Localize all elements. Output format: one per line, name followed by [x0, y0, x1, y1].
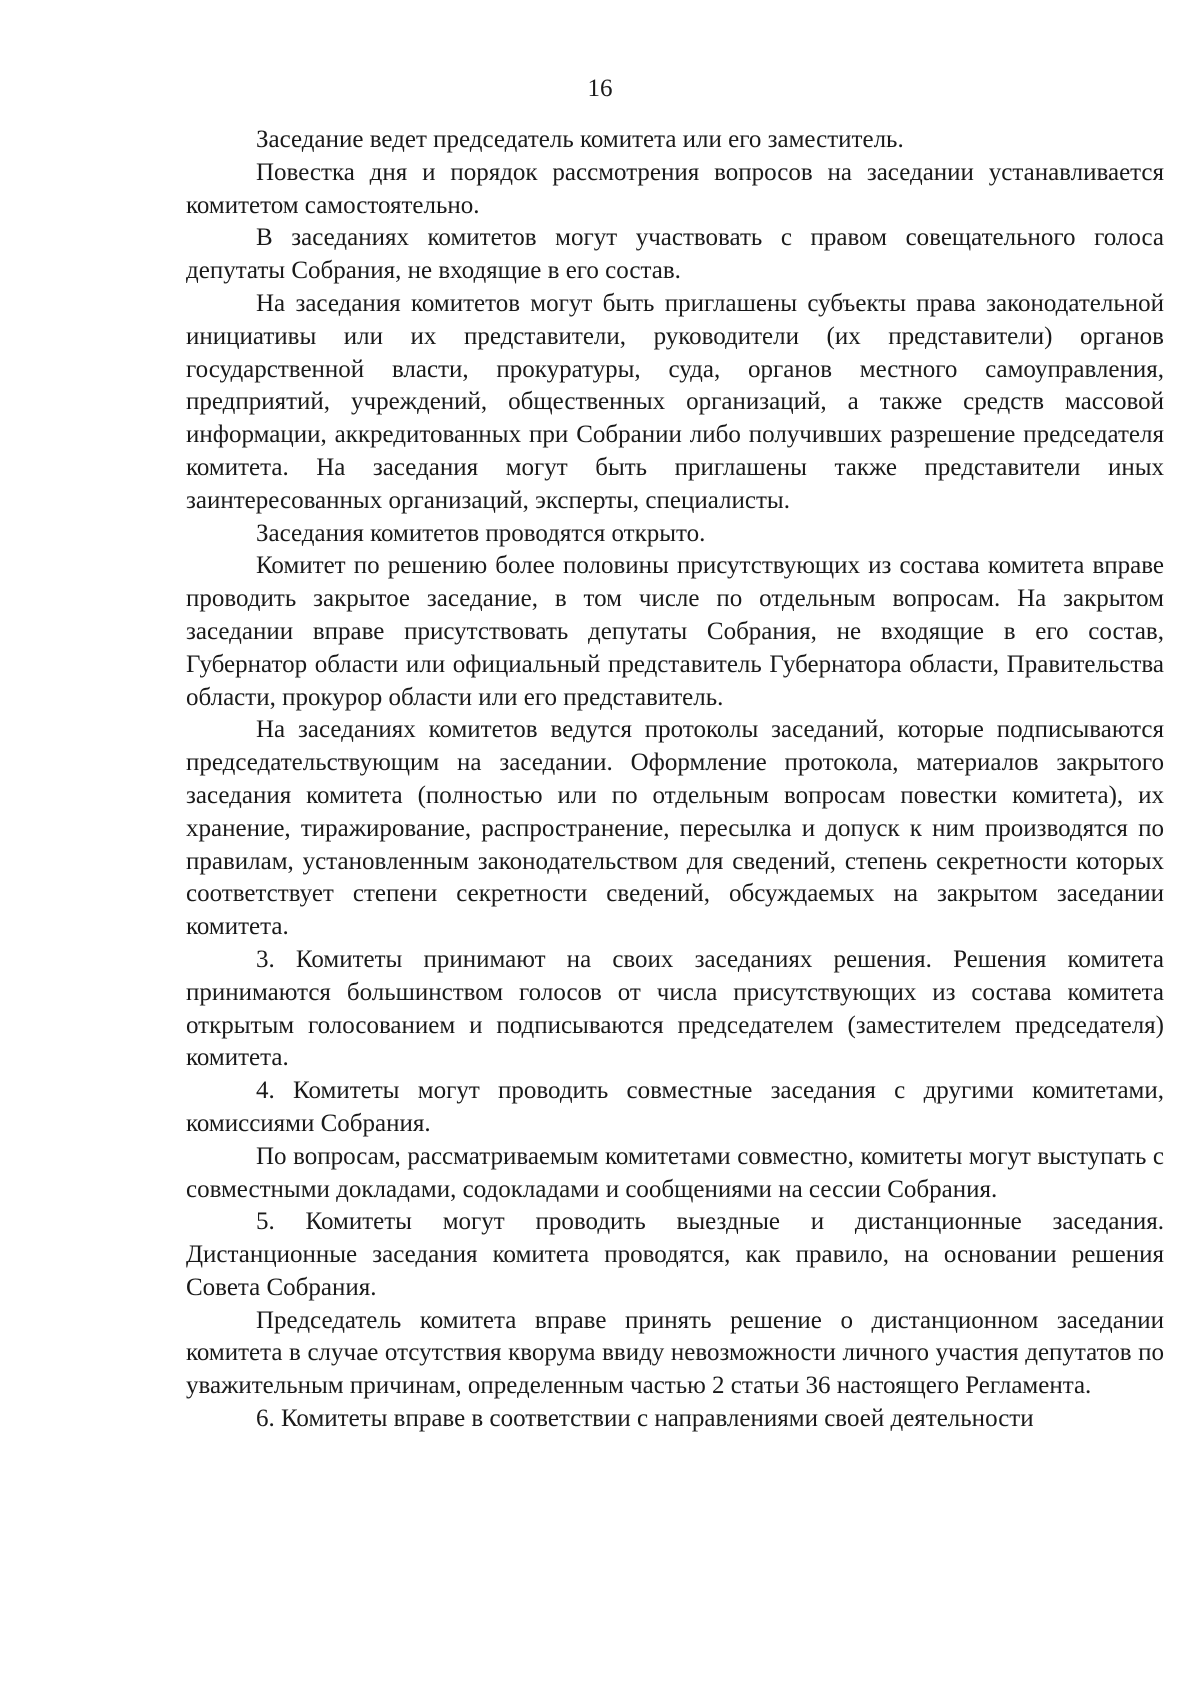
paragraph: 6. Комитеты вправе в соответствии с направлениями своей деятельности	[256, 1405, 1034, 1433]
paragraph: На заседания комитетов могут быть приглашены субъекты права законодательной инициативы или их представители, руководители (их представители) органов государственной власти, прокуратуры, суда, органов местного самоуправления, предприятий, учреждений, общественных организаций, а также средств массовой информации, аккредитованных при Собрании либо получивших разрешение председателя комитета. На заседания могут быть приглашены также представители иных заинтересованных организаций, эксперты, специалисты.	[186, 289, 1164, 514]
paragraph: Заседание ведет председатель комитета или его заместитель.	[256, 126, 904, 153]
paragraph: Комитет по решению более половины присутствующих из состава комитета вправе проводить закрытое заседание, в том числе по отдельным вопросам. На закрытом заседании вправе присутствовать депутаты Собрания, не входящие в его состав, Губернатор области или официальный представитель Губернатора области, Правительства области, прокурор области или его представитель.	[186, 552, 1164, 711]
paragraph: В заседаниях комитетов могут участвовать с правом совещательного голоса депутаты Собрания, не входящие в его состав.	[186, 224, 1164, 285]
paragraph: Заседания комитетов проводятся открыто.	[256, 519, 706, 547]
paragraph: Председатель комитета вправе принять решение о дистанционном заседании комитета в случае отсутствия кворума ввиду невозможности личного участия депутатов по уважительным причинам, определенным частью 2 статьи 36 настоящего Регламента.	[186, 1306, 1164, 1400]
paragraph: По вопросам, рассматриваемым комитетами совместно, комитеты могут выступать с совместными докладами, содокладами и сообщениями на сессии Собрания.	[186, 1142, 1164, 1203]
paragraph: На заседаниях комитетов ведутся протоколы заседаний, которые подписываются председательствующим на заседании. Оформление протокола, материалов закрытого заседания комитета (полностью или по отдельным вопросам повестки комитета), их хранение, тиражирование, распространение, пересылка и допуск к ним производятся по правилам, установленным законодательством для сведений, степень секретности которых соответствует степени секретности сведений, обсуждаемых на закрытом заседании комитета.	[186, 716, 1164, 941]
paragraph: 3. Комитеты принимают на своих заседаниях решения. Решения комитета принимаются большинством голосов от числа присутствующих из состава комитета открытым голосованием и подписываются председателем (заместителем председателя) комитета.	[186, 945, 1164, 1072]
paragraph: 4. Комитеты могут проводить совместные заседания с другими комитетами, комиссиями Собрания.	[186, 1077, 1164, 1137]
paragraph: Повестка дня и порядок рассмотрения вопросов на заседании устанавливается комитетом самостоятельно.	[186, 158, 1164, 219]
page-number: 16	[587, 75, 613, 102]
document-body	[186, 124, 1164, 1436]
paragraph: 5. Комитеты могут проводить выездные и дистанционные заседания. Дистанционные заседания комитета проводятся, как правило, на основании решения Совета Собрания.	[186, 1208, 1164, 1301]
